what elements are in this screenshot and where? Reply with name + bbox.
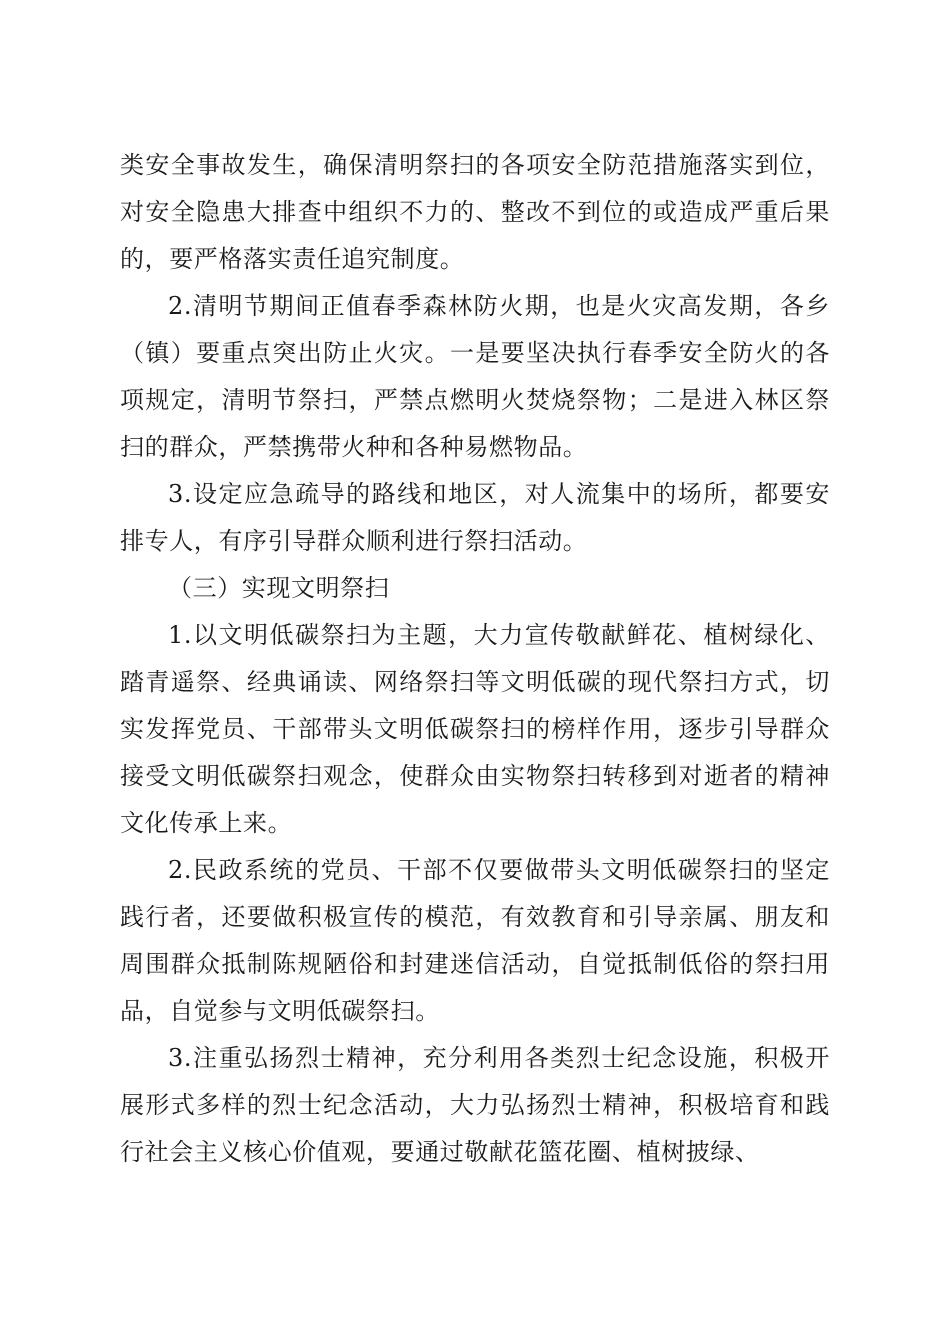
paragraph-item-low-carbon: 1.以文明低碳祭扫为主题，大力宣传敬献鲜花、植树绿化、踏青遥祭、经典诵读、网络祭扫等文明低碳的现代祭扫方式，切实发挥党员、干部带头文明低碳祭扫的榜样作用，逐步引导群众接受文明低碳祭扫观念，使群众由实物祭扫转移到对逝者的精神文化传承上来。 (120, 621, 830, 837)
document-body (120, 142, 830, 1176)
paragraph-continuation: 类安全事故发生，确保清明祭扫的各项安全防范措施落实到位，对安全隐患大排查中组织不力的、整改不到位的或造成严重后果的，要严格落实责任追究制度。 (120, 151, 830, 273)
paragraph-item-party-members: 2.民政系统的党员、干部不仅要做带头文明低碳祭扫的坚定践行者，还要做积极宣传的模范，有效教育和引导亲属、朋友和周围群众抵制陈规陋俗和封建迷信活动，自觉抵制低俗的祭扫用品，自觉参与文明低碳祭扫。 (120, 856, 830, 1025)
paragraph-item-evacuation: 3.设定应急疏导的路线和地区，对人流集中的场所，都要安排专人，有序引导群众顺利进行祭扫活动。 (120, 480, 830, 555)
paragraph-item-fire-prevention: 2.清明节期间正值春季森林防火期，也是火灾高发期，各乡（镇）要重点突出防止火灾。一是要坚决执行春季安全防火的各项规定，清明节祭扫，严禁点燃明火焚烧祭物；二是进入林区祭扫的群众，严禁携带火种和各种易燃物品。 (120, 292, 830, 461)
paragraph-item-martyrs: 3.注重弘扬烈士精神，充分利用各类烈士纪念设施，积极开展形式多样的烈士纪念活动，大力弘扬烈士精神，积极培育和践行社会主义核心价值观，要通过敬献花篮花圈、植树披绿、 (120, 1044, 830, 1166)
section-heading-civilized-tomb-sweeping: （三）实现文明祭扫 (168, 574, 390, 602)
